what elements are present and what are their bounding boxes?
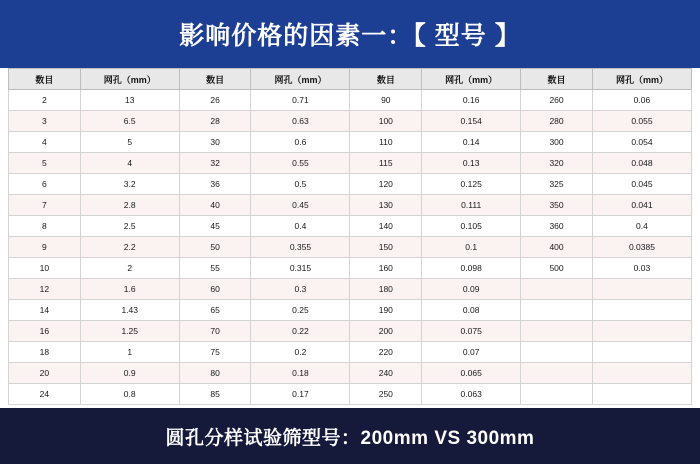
table-cell: 0.16 — [422, 90, 521, 111]
table-cell: 65 — [179, 300, 251, 321]
table-cell: 0.18 — [251, 363, 350, 384]
table-cell: 4 — [9, 132, 81, 153]
table-cell: 0.1 — [422, 237, 521, 258]
table-cell: 0.13 — [422, 153, 521, 174]
table-cell: 0.63 — [251, 111, 350, 132]
table-cell: 360 — [521, 216, 593, 237]
table-cell: 0.17 — [251, 384, 350, 405]
table-cell: 240 — [350, 363, 422, 384]
table-cell: 6 — [9, 174, 81, 195]
table-cell: 2 — [80, 258, 179, 279]
table-cell: 0.065 — [422, 363, 521, 384]
table-cell: 75 — [179, 342, 251, 363]
table-cell: 130 — [350, 195, 422, 216]
spec-table-head — [9, 69, 692, 90]
table-row — [9, 279, 692, 300]
table-cell: 14 — [9, 300, 81, 321]
table-cell: 0.048 — [592, 153, 691, 174]
table-cell: 4 — [80, 153, 179, 174]
table-cell: 28 — [179, 111, 251, 132]
table-cell: 150 — [350, 237, 422, 258]
table-cell: 0.08 — [422, 300, 521, 321]
table-cell: 2.8 — [80, 195, 179, 216]
table-cell: 500 — [521, 258, 593, 279]
table-cell: 0.5 — [251, 174, 350, 195]
table-cell: 0.9 — [80, 363, 179, 384]
table-row — [9, 174, 692, 195]
table-cell: 200 — [350, 321, 422, 342]
table-cell: 0.105 — [422, 216, 521, 237]
table-cell: 12 — [9, 279, 81, 300]
table-cell: 3 — [9, 111, 81, 132]
table-cell: 0.3 — [251, 279, 350, 300]
table-cell: 350 — [521, 195, 593, 216]
table-cell: 90 — [350, 90, 422, 111]
table-cell: 40 — [179, 195, 251, 216]
table-cell: 26 — [179, 90, 251, 111]
table-cell: 0.03 — [592, 258, 691, 279]
table-cell: 0.045 — [592, 174, 691, 195]
table-cell: 400 — [521, 237, 593, 258]
table-cell: 0.075 — [422, 321, 521, 342]
table-cell: 1.25 — [80, 321, 179, 342]
table-cell: 0.111 — [422, 195, 521, 216]
table-row — [9, 90, 692, 111]
table-row — [9, 111, 692, 132]
table-cell — [521, 279, 593, 300]
table-cell: 0.154 — [422, 111, 521, 132]
table-cell: 7 — [9, 195, 81, 216]
column-header: 网孔（mm） — [592, 69, 691, 90]
table-cell: 0.098 — [422, 258, 521, 279]
table-cell: 280 — [521, 111, 593, 132]
table-cell: 32 — [179, 153, 251, 174]
table-row — [9, 153, 692, 174]
table-cell: 16 — [9, 321, 81, 342]
table-cell: 70 — [179, 321, 251, 342]
table-cell: 100 — [350, 111, 422, 132]
table-cell: 60 — [179, 279, 251, 300]
table-cell: 18 — [9, 342, 81, 363]
table-cell: 20 — [9, 363, 81, 384]
table-cell — [521, 342, 593, 363]
table-cell: 0.55 — [251, 153, 350, 174]
table-header-row — [9, 69, 692, 90]
column-header: 数目 — [521, 69, 593, 90]
table-cell: 36 — [179, 174, 251, 195]
table-cell: 6.5 — [80, 111, 179, 132]
table-cell — [592, 321, 691, 342]
table-cell: 30 — [179, 132, 251, 153]
table-row — [9, 342, 692, 363]
table-cell: 260 — [521, 90, 593, 111]
table-cell — [521, 321, 593, 342]
table-cell: 0.125 — [422, 174, 521, 195]
table-cell: 1 — [80, 342, 179, 363]
table-cell: 0.06 — [592, 90, 691, 111]
table-row — [9, 384, 692, 405]
table-cell — [592, 342, 691, 363]
spec-table-body — [9, 90, 692, 405]
column-header: 网孔（mm） — [80, 69, 179, 90]
table-cell: 50 — [179, 237, 251, 258]
table-cell: 10 — [9, 258, 81, 279]
page-header — [0, 0, 700, 68]
table-cell: 13 — [80, 90, 179, 111]
column-header: 网孔（mm） — [422, 69, 521, 90]
table-cell: 0.054 — [592, 132, 691, 153]
table-cell: 0.71 — [251, 90, 350, 111]
table-cell: 0.6 — [251, 132, 350, 153]
column-header: 数目 — [350, 69, 422, 90]
table-cell: 0.055 — [592, 111, 691, 132]
table-cell: 24 — [9, 384, 81, 405]
table-cell: 3.2 — [80, 174, 179, 195]
table-cell: 0.22 — [251, 321, 350, 342]
table-cell — [592, 384, 691, 405]
table-cell: 0.8 — [80, 384, 179, 405]
table-cell: 1.43 — [80, 300, 179, 321]
table-row — [9, 258, 692, 279]
table-cell: 0.07 — [422, 342, 521, 363]
table-row — [9, 216, 692, 237]
page-footer — [0, 408, 700, 464]
table-cell — [521, 300, 593, 321]
table-row — [9, 300, 692, 321]
table-cell — [592, 279, 691, 300]
table-cell: 0.355 — [251, 237, 350, 258]
table-cell: 2.2 — [80, 237, 179, 258]
table-cell: 325 — [521, 174, 593, 195]
table-row — [9, 132, 692, 153]
table-cell: 0.315 — [251, 258, 350, 279]
table-cell — [521, 384, 593, 405]
table-cell: 0.041 — [592, 195, 691, 216]
table-cell: 140 — [350, 216, 422, 237]
table-cell: 320 — [521, 153, 593, 174]
table-cell: 9 — [9, 237, 81, 258]
table-cell — [521, 363, 593, 384]
table-cell: 5 — [80, 132, 179, 153]
table-cell — [592, 300, 691, 321]
table-cell: 300 — [521, 132, 593, 153]
column-header: 数目 — [9, 69, 81, 90]
table-cell: 5 — [9, 153, 81, 174]
table-cell: 80 — [179, 363, 251, 384]
table-cell: 0.09 — [422, 279, 521, 300]
table-row — [9, 237, 692, 258]
table-cell: 2 — [9, 90, 81, 111]
table-cell: 55 — [179, 258, 251, 279]
column-header: 网孔（mm） — [251, 69, 350, 90]
table-cell: 160 — [350, 258, 422, 279]
table-cell: 0.0385 — [592, 237, 691, 258]
table-cell: 190 — [350, 300, 422, 321]
table-cell: 45 — [179, 216, 251, 237]
table-row — [9, 195, 692, 216]
table-cell: 0.4 — [251, 216, 350, 237]
table-cell: 0.063 — [422, 384, 521, 405]
table-cell — [592, 363, 691, 384]
table-cell: 0.25 — [251, 300, 350, 321]
table-cell: 0.14 — [422, 132, 521, 153]
column-header: 数目 — [179, 69, 251, 90]
table-cell: 0.4 — [592, 216, 691, 237]
spec-table-container — [0, 68, 700, 405]
table-cell: 2.5 — [80, 216, 179, 237]
table-cell: 0.2 — [251, 342, 350, 363]
table-cell: 220 — [350, 342, 422, 363]
table-cell: 180 — [350, 279, 422, 300]
page-title: 影响价格的因素一：【 型号 】 — [179, 22, 521, 50]
table-row — [9, 363, 692, 384]
table-cell: 115 — [350, 153, 422, 174]
table-cell: 1.6 — [80, 279, 179, 300]
table-cell: 8 — [9, 216, 81, 237]
table-cell: 120 — [350, 174, 422, 195]
table-cell: 110 — [350, 132, 422, 153]
table-row — [9, 321, 692, 342]
table-cell: 250 — [350, 384, 422, 405]
table-cell: 85 — [179, 384, 251, 405]
footer-title: 圆孔分样试验筛型号：200mm VS 300mm — [165, 427, 535, 449]
spec-table — [8, 68, 692, 405]
table-cell: 0.45 — [251, 195, 350, 216]
